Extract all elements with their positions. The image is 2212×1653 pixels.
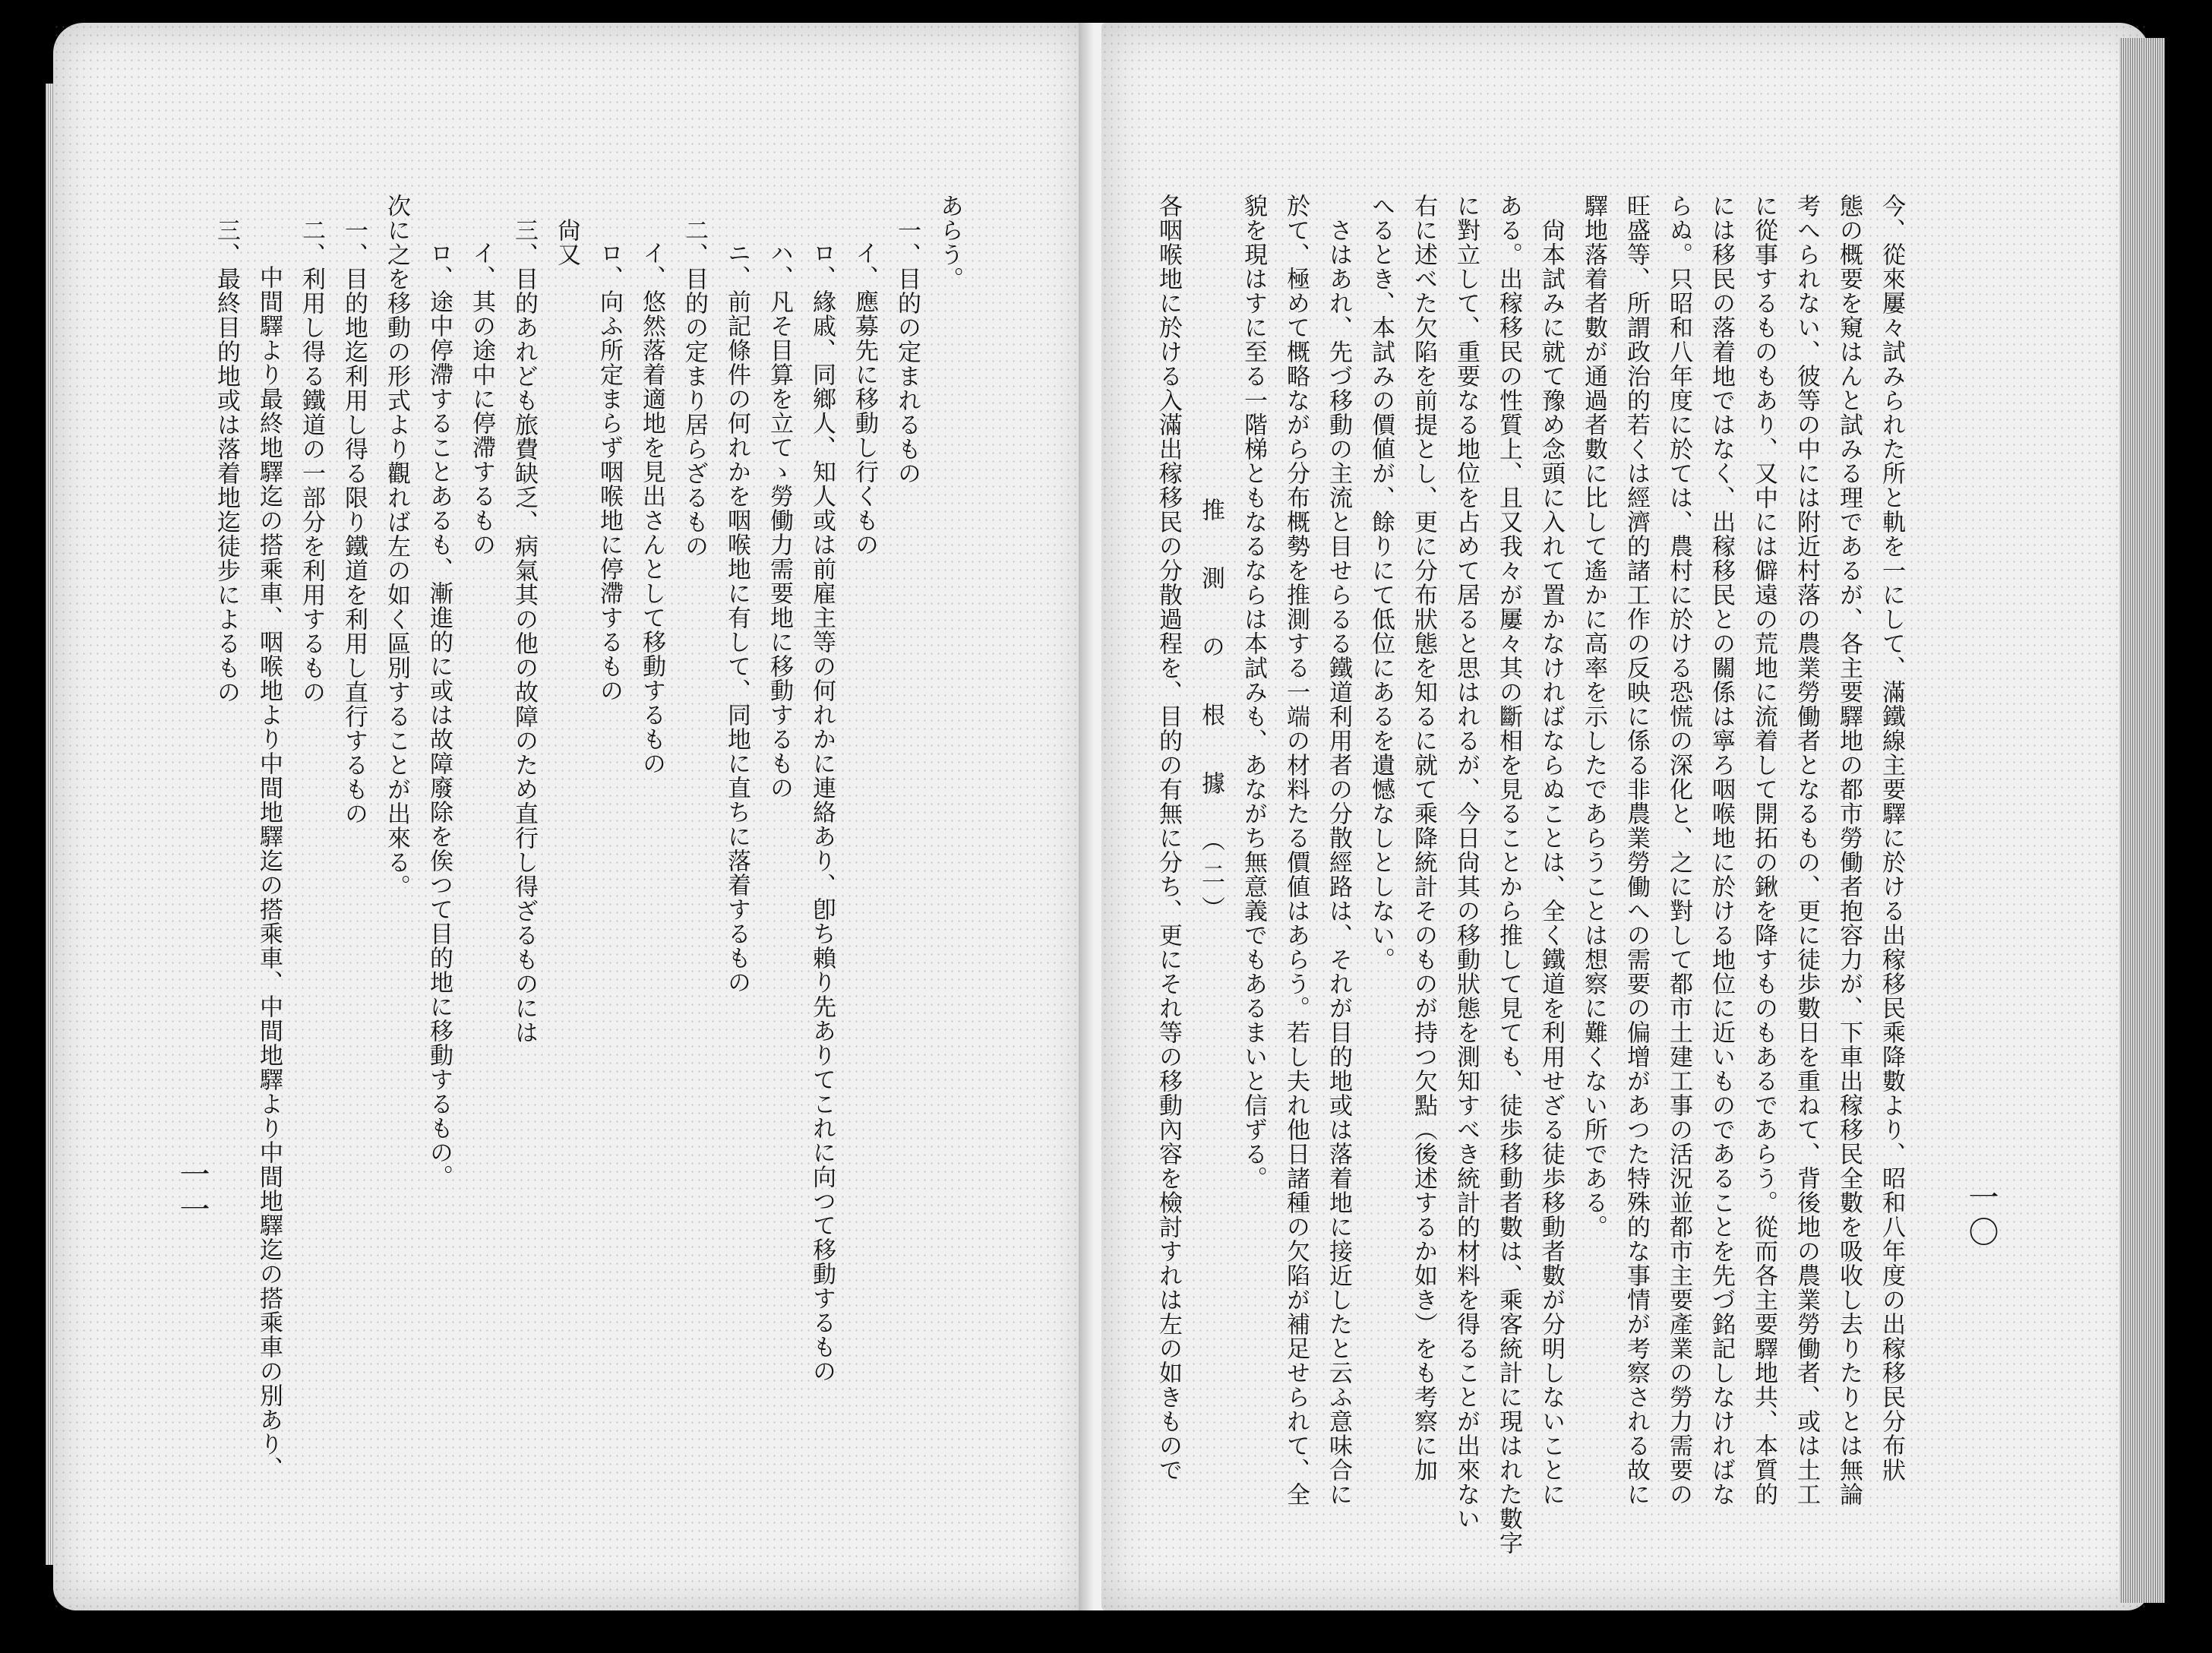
text-column: には移民の落着地ではなく、出稼移民との關係は寧ろ咽喉地に於ける地位に近いものであることを先づ銘記しなければな [1708,194,1735,1506]
text-column: 今、從來屢々試みられた所と軌を一にして、滿鐵線主要驛に於ける出稼移民乘降數より、昭和八年度の出稼移民分布狀 [1878,194,1905,1482]
list-item: イ、應募先に移動し行くもの [851,241,878,557]
list-item: ロ、途中停滯することあるも、漸進的に或は故障廢除を俟つて目的地に移動するもの。 [425,241,453,1189]
list-item: 二、目的の定まり居らざるもの [681,218,708,558]
left-page-body [205,194,971,1485]
text-column: 尙又 [553,218,580,267]
section-heading: 推 測 の 根 據 （二） [1197,498,1224,931]
text-column: 各咽喉地に於ける入滿出稼移民の分散過程を、目的の有無に分ち、更にそれ等の移動內容を檢討すれは左の如きもので [1155,194,1182,1482]
text-column: さはあれ、先づ移動の主流と目せらるる鐵道利用者の分散經路は、それが目的地或は落着地に接近したと云ふ意味合に [1325,194,1352,1506]
page-number-left: 一一 [175,1158,210,1228]
text-column: らぬ。只昭和八年度に於ては、農村に於ける恐慌の深化と、之に對して都市土建工事の活況並都市主要產業の勞力需要の [1665,194,1692,1506]
text-column: 旺盛等、所謂政治的若くは經濟的諸工作の反映に係る非農業勞働への需要の偏增があつた特殊的な事情が考察される故に [1623,194,1650,1506]
list-item: 三、最終目的地或は落着地迄徒步によるもの [213,218,240,704]
text-column: に從事するものもあり、又中には僻遠の荒地に流着して開拓の鍬を降すものもあるであらう。從而各主要驛地共、本質的 [1750,194,1778,1506]
text-column: あらう。 [936,194,963,291]
text-column: 貌を現はすに至る一階梯ともなるならは本試みも、あながち無意義でもあるまいと信ずる。 [1240,194,1267,1190]
list-item: ロ、緣戚、同鄉人、知人或は前雇主等の何れかに連絡あり、卽ち賴り先ありてこれに向つて移動するもの [808,241,836,1383]
text-column: 於て、極めて概略ながら分布概勢を推測する一端の材料たる價値はあらう。若し夫れ他日諸種の欠陷が補足せられて、全 [1282,194,1310,1506]
text-column: 右に述べた欠陷を前提とし、更に分布狀態を知るに就て乘降統計そのものが持つ欠點（後述するか如き）をも考察に加 [1410,194,1437,1482]
text-column: 考へられない、彼等の中には附近村落の農業勞働者となるもの、更に徒歩數日を重ねて、背後地の農業勞働者、或は土工 [1793,194,1820,1506]
list-item: イ、悠然落着適地を見出さんとして移動するもの [638,241,665,776]
list-item: ロ、向ふ所定まらず咽喉地に停滯するもの [596,241,623,703]
list-item: 二、利用し得る鐵道の一部分を利用するもの [298,218,325,704]
right-page-edge [2119,38,2165,1603]
list-item: 一、目的地迄利用し得る限り鐵道を利用し直行するもの [340,218,368,826]
text-column: へるとき、本試みの價値が、餘りにて低位にあるを遺憾なしとしない。 [1367,194,1395,972]
text-column: 驛地落着者數が通過者數に比して遙かに高率を示したであらうことは想察に難くない所である。 [1580,194,1607,1239]
list-item: ニ、前記條件の何れかを咽喉地に有して、同地に直ちに落着するもの [723,241,750,994]
text-column: 中間驛より最終地驛迄の搭乘車、咽喉地より中間地驛迄の搭乘車、中間地驛より中間地驛迄の搭乘車の別あり、 [255,241,283,1481]
text-column: ある。出稼移民の性質上、且又我々が屢々其の斷相を見ることから推して見ても、徒歩移動者數は、乘客統計に現はれた數字 [1495,194,1522,1555]
right-page-body [1147,194,1913,1555]
text-column: 態の概要を窺はんと試みる理であるが、各主要驛地の都市勞働者抱容力が、下車出稼移民全數を吸收し去りたりとは無論 [1835,194,1863,1506]
text-column: 尙本試みに就て豫め念頭に入れて置かなければならぬことは、全く鐵道を利用せざる徒歩移動者數が分明しないことに [1537,194,1565,1506]
list-item: ハ、凡そ目算を立てゝ勞働力需要地に移動するもの [766,241,793,800]
list-item: 一、目的の定まれるもの [893,218,921,485]
list-item: イ、其の途中に停滯するもの [468,241,495,557]
text-column: に對立して、重要なる地位を占めて居ると思はれるが、今日尙其の移動狀態を測知すべき統計的材料を得ることが出來ない [1452,194,1480,1531]
page-number-right: 一〇 [1964,1181,1999,1251]
text-column: 次に之を移動の形式より觀れば左の如く區別することが出來る。 [383,194,410,899]
list-item: 三、目的あれども旅費缺乏、病氣其の他の故障のため直行し得ざるものには [510,218,538,1045]
